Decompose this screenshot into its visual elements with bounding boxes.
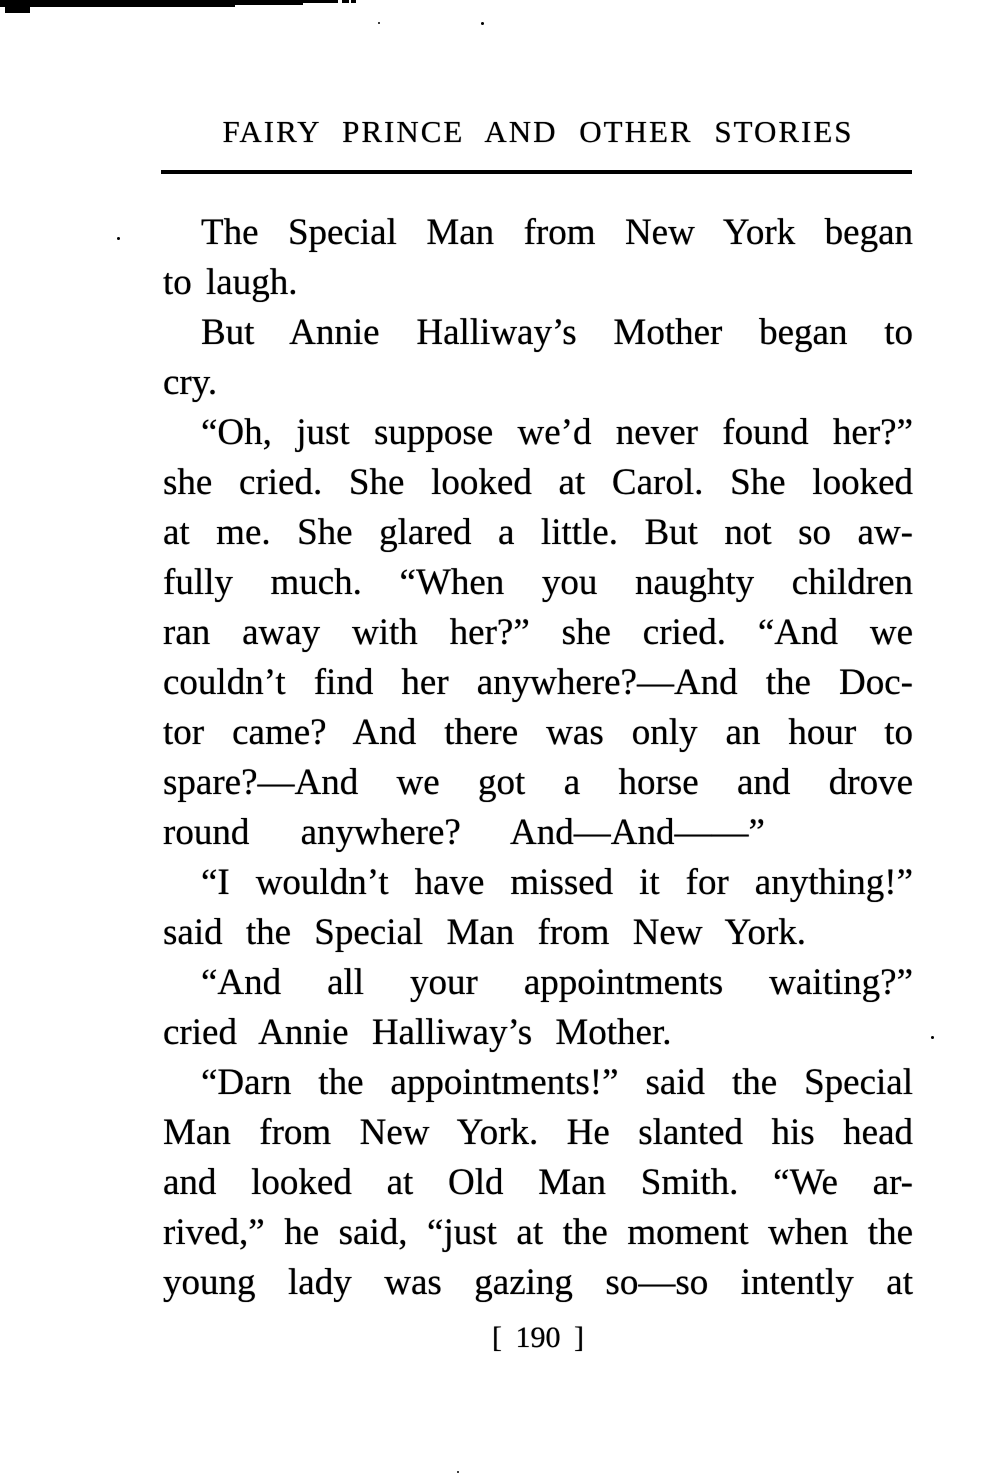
scan-speck-2	[481, 22, 484, 25]
text-line: young lady was gazing so—so intently at	[163, 1262, 913, 1303]
scan-speck-4	[931, 1036, 934, 1039]
scan-smudge-top-thin	[303, 0, 338, 3]
scan-speck-3	[117, 237, 120, 240]
text-line: and looked at Old Man Smith. “We ar-	[163, 1162, 913, 1203]
text-line: fully much. “When you naughty children	[163, 562, 913, 603]
body-lines	[163, 208, 913, 1308]
text-line: The Special Man from New York began	[201, 212, 913, 253]
text-line: “Darn the appointments!” said the Special	[201, 1062, 913, 1103]
scan-smudge-top-left-blob	[5, 7, 30, 13]
scan-smudge-top-left	[0, 0, 235, 7]
running-header: FAIRY PRINCE AND OTHER STORIES	[222, 114, 854, 149]
text-line: “I wouldn’t have missed it for anything!”	[201, 862, 913, 903]
scan-dash-1	[342, 0, 349, 3]
text-line: Man from New York. He slanted his head	[163, 1112, 913, 1153]
text-line: ran away with her?” she cried. “And we	[163, 612, 913, 653]
page-number: [ 190 ]	[492, 1321, 584, 1354]
text-line: spare?—And we got a horse and drove	[163, 762, 913, 803]
text-line: “Oh, just suppose we’d never found her?”	[201, 412, 913, 453]
scan-smudge-top-mid	[235, 0, 303, 5]
header-rule	[161, 170, 912, 174]
text-line: she cried. She looked at Carol. She looked	[163, 462, 913, 503]
text-line: “And all your appointments waiting?”	[201, 962, 913, 1003]
scan-dash-2	[351, 0, 356, 3]
scan-speck-1	[378, 22, 380, 24]
text-line: said the Special Man from New York.	[163, 912, 807, 953]
text-line: at me. She glared a little. But not so aw-	[163, 512, 913, 553]
text-line: cry.	[163, 362, 218, 403]
text-line: cried Annie Halliway’s Mother.	[163, 1012, 672, 1053]
scan-speck-5	[457, 1471, 459, 1473]
text-line: to laugh.	[163, 262, 298, 303]
text-line: But Annie Halliway’s Mother began to	[201, 312, 913, 353]
text-line: couldn’t find her anywhere?—And the Doc-	[163, 662, 913, 703]
text-line: round anywhere? And—And——”	[163, 812, 765, 853]
text-line: rived,” he said, “just at the moment when the	[163, 1212, 913, 1253]
text-line: tor came? And there was only an hour to	[163, 712, 913, 753]
